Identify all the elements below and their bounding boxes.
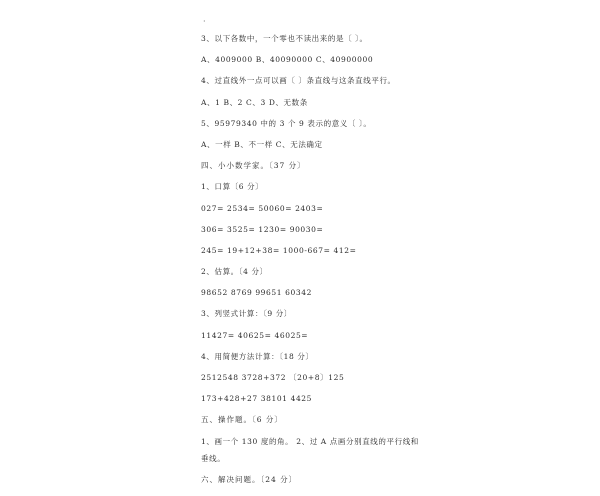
document-body: [201, 34, 581, 496]
section-5-heading: 五、操作题。〔6 分〕: [201, 415, 283, 425]
question-3-options: A、4009000 B、40090000 C、40900000: [201, 55, 374, 65]
question-3: 3、以下各数中，一个零也不读出来的是〔 〕。: [201, 34, 368, 43]
oral-calc-heading: 1、口算〔6 分〕: [201, 182, 264, 192]
oral-calc-row-2: 306= 3525= 1230= 90030=: [201, 224, 324, 234]
question-5-options: A、一样 B、不一样 C、无法确定: [201, 139, 323, 149]
top-mark: ·: [203, 17, 206, 26]
operation-item: 1、画一个 130 度的角。 2、过 A 点画分别直线的平行线和: [201, 436, 419, 446]
estimate-row: 98652 8769 99651 60342: [201, 288, 313, 298]
simple-method-heading: 4、用简便方法计算：〔18 分〕: [201, 351, 314, 361]
simple-method-row-1: 2512548 3728+372 〔20+8〕125: [201, 373, 345, 382]
section-6-heading: 六、解决问题。〔24 分〕: [201, 474, 298, 484]
section-4-heading: 四、小小数学家。〔37 分〕: [201, 161, 306, 171]
vertical-calc-row: 11427= 40625= 46025=: [201, 330, 309, 340]
simple-method-row-2: 173+428+27 38101 4425: [201, 394, 313, 404]
oral-calc-row-1: 027= 2534= 50060= 2403=: [201, 203, 324, 213]
question-4-options: A、1 B、2 C、3 D、无数条: [201, 97, 308, 107]
operation-item-continued: 垂线。: [201, 453, 226, 463]
question-5: 5、95979340 中的 3 个 9 表示的意义〔 〕。: [201, 118, 372, 128]
estimate-heading: 2、估算。〔4 分〕: [201, 267, 268, 277]
question-4: 4、过直线外一点可以画〔 〕条直线与这条直线平行。: [201, 76, 396, 86]
oral-calc-row-3: 245= 19+12+38= 1000-667= 412=: [201, 245, 357, 255]
vertical-calc-heading: 3、列竖式计算：〔9 分〕: [201, 309, 292, 319]
